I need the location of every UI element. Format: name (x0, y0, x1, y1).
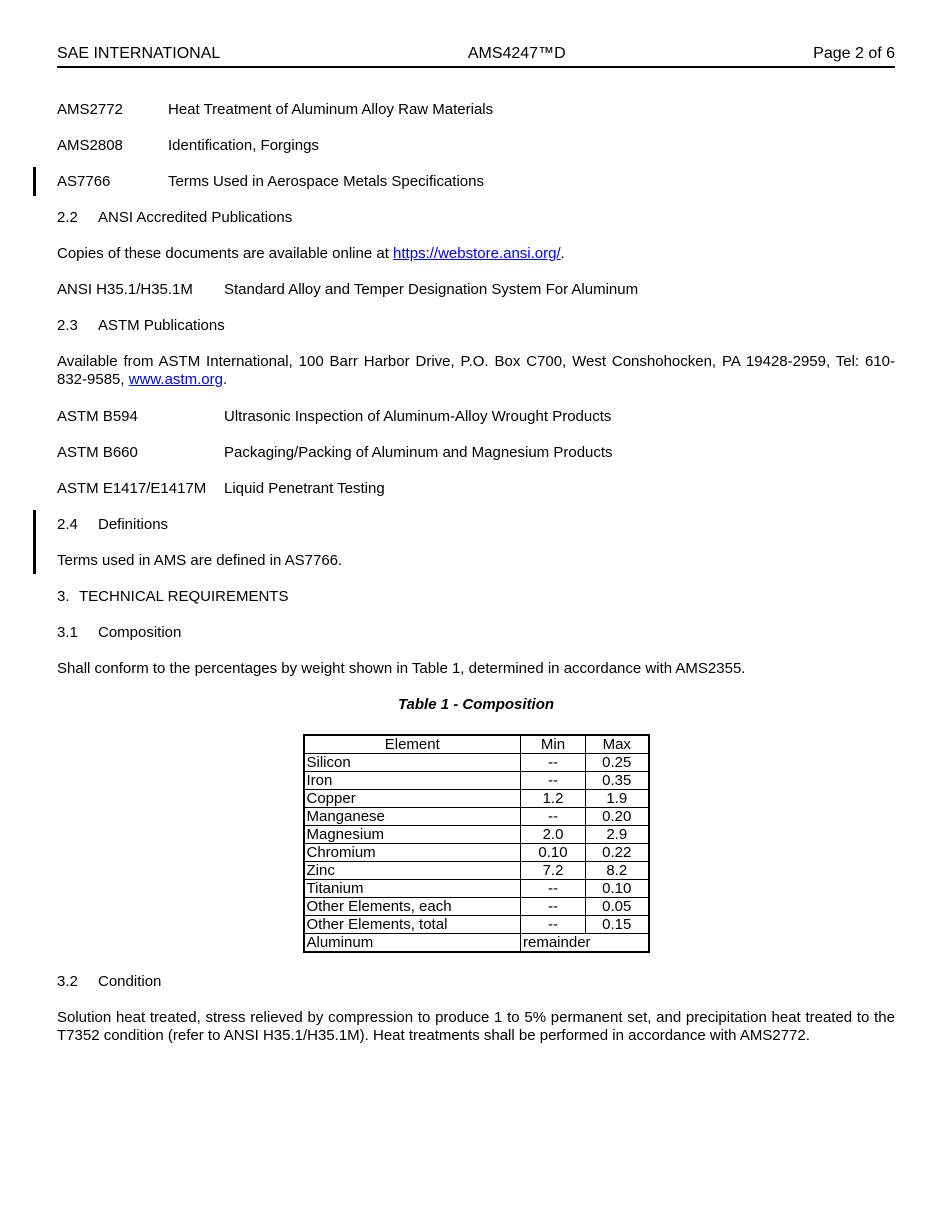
reference-item (57, 137, 895, 154)
column-header-max: Max (586, 735, 649, 754)
reference-title: Ultrasonic Inspection of Aluminum-Alloy Wrought Products (224, 408, 612, 425)
paragraph-text: . (222, 371, 228, 388)
paragraph-text: . (560, 245, 565, 262)
paragraph-astm-availability (57, 353, 895, 389)
cell-min: -- (521, 898, 586, 916)
cell-element: Iron (304, 772, 521, 790)
reference-title: Identification, Forgings (168, 137, 319, 154)
section-number: 3. (57, 588, 70, 605)
cell-remainder: remainder (521, 934, 649, 953)
column-header-element: Element (304, 735, 521, 754)
cell-min: 7.2 (521, 862, 586, 880)
table-caption: Table 1 - Composition (397, 696, 555, 713)
cell-element: Other Elements, total (304, 916, 521, 934)
revision-change-bar (33, 510, 36, 574)
section-number: 3.2 (57, 973, 78, 990)
section-heading-2-4 (57, 516, 895, 533)
reference-item (57, 173, 895, 190)
section-title: Definitions (98, 516, 169, 533)
cell-element: Other Elements, each (304, 898, 521, 916)
reference-item (57, 408, 895, 425)
table-header-row (304, 735, 649, 754)
section-heading-3-2 (57, 973, 895, 990)
cell-min: 2.0 (521, 826, 586, 844)
section-heading-2-3 (57, 317, 895, 334)
header-page-number: Page 2 of 6 (813, 45, 895, 62)
paragraph-text: Available from ASTM International, 100 Barr Harbor Drive, P.O. Box C700, West Conshohocken, PA 19428-2959, Tel: 610-832-9585, (57, 353, 895, 388)
cell-max: 2.9 (586, 826, 649, 844)
reference-title: Packaging/Packing of Aluminum and Magnesium Products (224, 444, 613, 461)
table-row (304, 754, 649, 772)
reference-code: ASTM B594 (57, 408, 138, 425)
cell-min: -- (521, 754, 586, 772)
section-heading-2-2 (57, 209, 895, 226)
reference-code: ASTM B660 (57, 444, 138, 461)
table-row (304, 916, 649, 934)
table-row (304, 844, 649, 862)
cell-max: 1.9 (586, 790, 649, 808)
column-header-min: Min (521, 735, 586, 754)
revised-block (57, 516, 895, 569)
paragraph-composition: Shall conform to the percentages by weight shown in Table 1, determined in accordance with AMS2355. (57, 660, 746, 677)
reference-code: AS7766 (57, 173, 111, 190)
cell-max: 0.05 (586, 898, 649, 916)
section-title: ASTM Publications (98, 317, 225, 334)
paragraph-ansi-availability (57, 245, 895, 262)
cell-min: 1.2 (521, 790, 586, 808)
header-doc-number: AMS4247™D (467, 45, 566, 62)
revision-change-bar (33, 167, 36, 196)
section-title: Condition (98, 973, 162, 990)
cell-element: Silicon (304, 754, 521, 772)
reference-item (57, 444, 895, 461)
table-row (304, 862, 649, 880)
section-number: 2.4 (57, 516, 78, 533)
section-number: 3.1 (57, 624, 78, 641)
cell-element: Copper (304, 790, 521, 808)
reference-title: Heat Treatment of Aluminum Alloy Raw Materials (168, 101, 494, 118)
reference-title: Liquid Penetrant Testing (224, 480, 385, 497)
cell-element: Magnesium (304, 826, 521, 844)
section-heading-3-1 (57, 624, 895, 641)
reference-item (57, 101, 895, 118)
astm-website-link[interactable]: www.astm.org (128, 371, 223, 388)
cell-min: -- (521, 880, 586, 898)
reference-code: ASTM E1417/E1417M (57, 480, 207, 497)
cell-max: 0.15 (586, 916, 649, 934)
page-header (57, 44, 895, 68)
section-heading-3 (57, 588, 895, 605)
table-row (304, 790, 649, 808)
section-number: 2.2 (57, 209, 78, 226)
table-row (304, 880, 649, 898)
cell-element: Titanium (304, 880, 521, 898)
table-row (304, 772, 649, 790)
section-title: TECHNICAL REQUIREMENTS (79, 588, 289, 605)
table-row (304, 808, 649, 826)
paragraph-definitions: Terms used in AMS are defined in AS7766. (57, 552, 343, 569)
table-row (304, 934, 649, 953)
reference-code: ANSI H35.1/H35.1M (57, 281, 193, 298)
cell-min: 0.10 (521, 844, 586, 862)
cell-element: Aluminum (304, 934, 521, 953)
paragraph-text: Copies of these documents are available online at (57, 245, 394, 262)
cell-element: Zinc (304, 862, 521, 880)
cell-max: 0.10 (586, 880, 649, 898)
section-number: 2.3 (57, 317, 78, 334)
cell-max: 0.20 (586, 808, 649, 826)
reference-code: AMS2808 (57, 137, 123, 154)
cell-max: 0.25 (586, 754, 649, 772)
table-row (304, 898, 649, 916)
reference-code: AMS2772 (57, 101, 123, 118)
cell-max: 0.22 (586, 844, 649, 862)
header-publisher: SAE INTERNATIONAL (57, 45, 221, 62)
cell-max: 8.2 (586, 862, 649, 880)
reference-item (57, 281, 895, 298)
section-title: Composition (98, 624, 182, 641)
composition-table (303, 734, 650, 953)
cell-element: Manganese (304, 808, 521, 826)
reference-title: Terms Used in Aerospace Metals Specifications (168, 173, 484, 190)
paragraph-condition: Solution heat treated, stress relieved by compression to produce 1 to 5% permanent set, and precipitation heat treated to the T7352 condition (refer to ANSI H35.1/H35.1M). Heat treatments shall be performed in accordance with AMS2772. (57, 1009, 895, 1044)
table-row (304, 826, 649, 844)
cell-min: -- (521, 772, 586, 790)
cell-element: Chromium (304, 844, 521, 862)
cell-min: -- (521, 916, 586, 934)
cell-min: -- (521, 808, 586, 826)
reference-item (57, 480, 895, 497)
ansi-webstore-link[interactable]: https://webstore.ansi.org/ (393, 245, 561, 262)
cell-max: 0.35 (586, 772, 649, 790)
reference-title: Standard Alloy and Temper Designation System For Aluminum (224, 281, 639, 298)
section-title: ANSI Accredited Publications (98, 209, 293, 226)
